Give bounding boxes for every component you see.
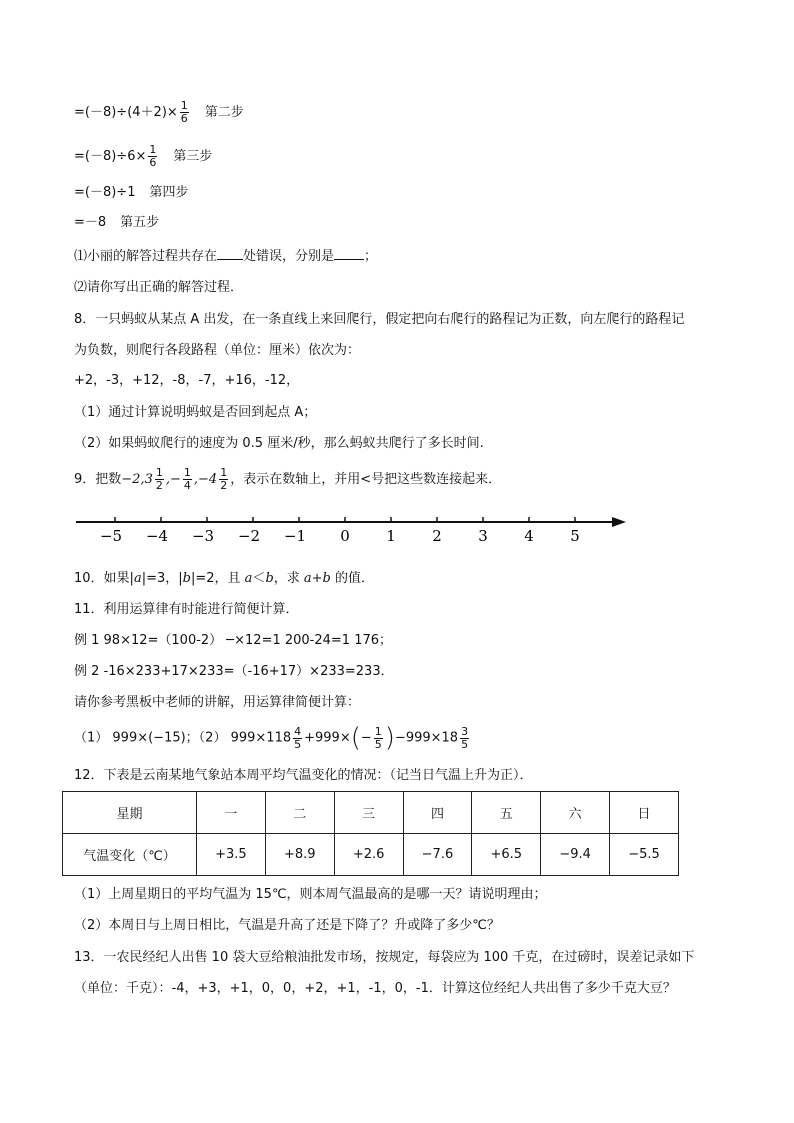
- denominator: 5: [294, 737, 302, 751]
- table-cell: +3.5: [197, 834, 266, 876]
- less-than-sign: ＜: [252, 571, 266, 586]
- table-cell: −9.4: [541, 834, 610, 876]
- step-4-label: 第四步: [149, 185, 189, 200]
- q11-example-2: 例 2 -16×233+17×233=（-16+17）×233=233．: [74, 664, 394, 679]
- step-3-expression: =(－8)÷6×: [74, 149, 147, 164]
- q10-line: [74, 570, 374, 588]
- q7-part2: ⑵请你写出正确的解答过程．: [74, 280, 244, 295]
- number-line-tick-label: −2: [237, 527, 261, 545]
- step-4-line: [74, 184, 189, 202]
- fraction: [183, 467, 192, 492]
- number-line: [0, 505, 794, 555]
- step-5-label: 第五步: [120, 215, 160, 230]
- q10-text: ，求: [273, 571, 304, 586]
- q11-example-1: 例 1 98×12=（100-2） ─×12=1 200-24=1 176；: [74, 633, 393, 648]
- table-cell: 四: [403, 792, 472, 834]
- answer-blank[interactable]: [334, 247, 364, 260]
- fraction: [374, 726, 383, 751]
- fraction: [460, 726, 469, 751]
- denominator: 5: [374, 737, 382, 751]
- q7-part1: [74, 247, 377, 266]
- table-cell: +6.5: [472, 834, 541, 876]
- number-line-tick-label: −4: [145, 527, 169, 545]
- q11-instruction: 请你参考黑板中老师的讲解，用运算律简便计算：: [74, 695, 361, 710]
- number-line-tick-label: −1: [283, 527, 307, 545]
- left-paren: (: [350, 723, 361, 753]
- q8-sub2: （2）如果蚂蚁爬行的速度为 0.5 厘米/秒，那么蚂蚁共爬行了多长时间.: [74, 436, 484, 451]
- numerator: 1: [180, 99, 188, 112]
- step-3-label: 第三步: [173, 149, 213, 164]
- step-4-expression: =(－8)÷1: [74, 185, 136, 200]
- q10-text: |=3，|: [141, 571, 183, 586]
- q8-line2: 为负数，则爬行各段路程（单位：厘米）依次为：: [74, 343, 361, 358]
- q9-prefix: 9．把数: [74, 472, 122, 487]
- numerator: 1: [149, 143, 157, 156]
- q10-text: |=2，且: [190, 571, 245, 586]
- denominator: 2: [220, 479, 228, 492]
- q9-number-3: ,−4: [193, 472, 218, 487]
- number-line-tick-label: −3: [191, 527, 215, 545]
- step-2-label: 第二步: [204, 105, 244, 120]
- q11-calc-mid: +999×: [304, 730, 351, 746]
- q9-line: [74, 467, 501, 492]
- number-line-tick-label: 0: [340, 527, 350, 545]
- fraction-one-sixth: [148, 144, 157, 169]
- q7-part1-text-b: 处错误，分别是: [243, 249, 335, 264]
- fraction: [293, 726, 302, 751]
- denominator: 2: [155, 479, 163, 492]
- table-cell: +2.6: [334, 834, 403, 876]
- variable-b: b: [265, 571, 274, 586]
- denominator: 6: [180, 112, 188, 125]
- table-cell: 二: [265, 792, 334, 834]
- right-paren: ): [384, 723, 395, 753]
- step-5-line: [74, 214, 159, 232]
- q7-part1-text-a: ⑴小丽的解答过程共存在: [74, 249, 218, 264]
- q9-suffix: ，表示在数轴上，并用<号把这些数连接起来．: [230, 472, 502, 487]
- step-2-expression: =(－8)÷(4＋2)×: [74, 105, 178, 120]
- q10-text: 10．如果|: [74, 571, 134, 586]
- step-5-expression: =－8: [74, 215, 107, 230]
- variable-a: a: [133, 571, 142, 586]
- q12-title: 12．下表是云南某地气象站本周平均气温变化的情况：（记当日气温上升为正）．: [74, 768, 533, 783]
- numerator: 1: [183, 466, 191, 479]
- table-cell: 气温变化（℃）: [63, 834, 197, 876]
- numerator: 1: [220, 466, 228, 479]
- fraction: [155, 467, 164, 492]
- table-header-row: [63, 792, 679, 834]
- q13-line1: 13．一农民经纪人出售 10 袋大豆给粮油批发市场，按规定，每袋应为 100 千克，在过磅时，误差记录如下: [74, 950, 695, 965]
- q12-sub2: （2）本周日与上周日相比，气温是升高了还是下降了？升或降了多少℃？: [74, 918, 500, 933]
- table-row: [63, 834, 679, 876]
- q10-text: 的值．: [330, 571, 375, 586]
- q11-line1: 11．利用运算律有时能进行简便计算．: [74, 602, 299, 617]
- number-line-tick-label: −5: [99, 527, 123, 545]
- variable-a: a: [244, 571, 253, 586]
- answer-blank[interactable]: [217, 247, 243, 260]
- temperature-table: [62, 791, 679, 876]
- table-cell: 一: [197, 792, 266, 834]
- q11-calc-line: [74, 725, 471, 751]
- q12-sub1: （1）上周星期日的平均气温为 15℃，则本周气温最高的是哪一天？请说明理由；: [74, 887, 547, 902]
- fraction: [219, 467, 228, 492]
- q7-part1-text-c: ；: [364, 249, 378, 264]
- table-cell: +8.9: [265, 834, 334, 876]
- number-line-tick-label: 4: [524, 527, 534, 545]
- table-cell: −5.5: [610, 834, 679, 876]
- q13-line2: （单位：千克）：-4，+3，+1，0，0，+2，+1，-1，0，-1．计算这位经纪人共出售了多少千克大豆？: [74, 981, 676, 996]
- q8-line1: 8．一只蚂蚁从某点 A 出发，在一条直线上来回爬行，假定把向右爬行的路程记为正数，向左爬行的路程记: [74, 312, 685, 327]
- numerator: 1: [155, 466, 163, 479]
- number-line-arrow: [612, 517, 626, 527]
- table-cell: 五: [472, 792, 541, 834]
- q9-number-1: −2,3: [121, 472, 153, 487]
- number-line-tick-label: 1: [386, 527, 396, 545]
- numerator: 3: [461, 724, 469, 738]
- table-cell: −7.6: [403, 834, 472, 876]
- q11-calc-1: （1） 999×(−15)；（2） 999×118: [74, 730, 292, 746]
- variable-b: b: [182, 571, 191, 586]
- table-cell: 三: [334, 792, 403, 834]
- step-2-line: [74, 100, 244, 125]
- number-line-tick-label: 5: [570, 527, 580, 545]
- table-cell: 六: [541, 792, 610, 834]
- q9-number-2: ,−: [165, 472, 181, 487]
- number-line-tick-label: 3: [478, 527, 488, 545]
- number-line-tick-label: 2: [432, 527, 442, 545]
- numerator: 1: [374, 724, 382, 738]
- table-cell: 日: [610, 792, 679, 834]
- denominator: 6: [149, 156, 157, 169]
- numerator: 4: [294, 724, 302, 738]
- minus-sign: −: [360, 730, 372, 746]
- q8-line3: +2，-3，+12，-8，-7，+16，-12，: [74, 373, 300, 388]
- q11-calc-tail: −999×18: [394, 730, 459, 746]
- denominator: 5: [461, 737, 469, 751]
- a-plus-b: a+b: [303, 571, 331, 586]
- denominator: 4: [183, 479, 191, 492]
- step-3-line: [74, 144, 212, 169]
- fraction-one-sixth: [180, 100, 189, 125]
- table-cell: 星期: [63, 792, 197, 834]
- q8-sub1: （1）通过计算说明蚂蚁是否回到起点 A；: [74, 405, 317, 420]
